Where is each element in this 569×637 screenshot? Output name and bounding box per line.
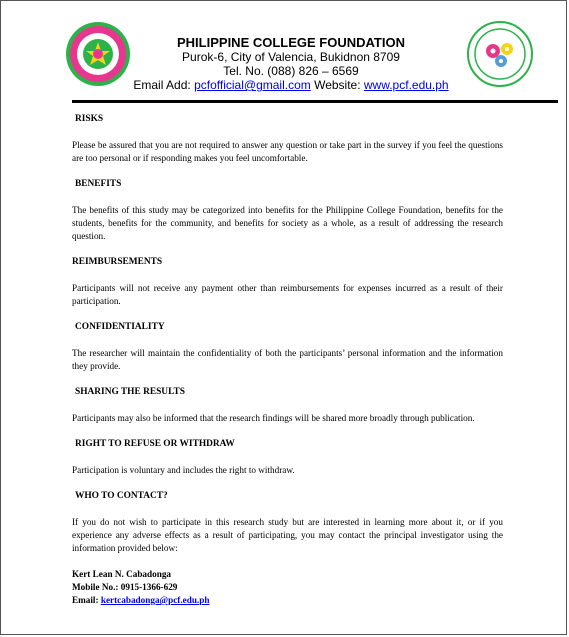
section-body-sharing: Participants may also be informed that the research findings will be shared more broadly through publication.	[72, 413, 475, 423]
section-body-risks: Please be assured that you are not required to answer any question or take part in the survey if you feel the questions are too personal or if responding makes you feel uncomfortable.	[72, 140, 503, 163]
section-body-contact: If you do not wish to participate in this research study but are interested in learning more about it, or if you experience any adverse effects as a result of participating, you may contact the principal investigator using the information provided below:	[72, 517, 503, 553]
investigator-email-line	[72, 594, 503, 607]
investigator-mobile-line	[72, 581, 503, 594]
institution-email-link[interactable]: pcfofficial@gmail.com	[194, 78, 311, 92]
header-divider	[72, 100, 558, 103]
investigator-email-link[interactable]: kertcabadonga@pcf.edu.ph	[100, 595, 210, 605]
research-office-logo	[467, 21, 533, 87]
section-body-reimbursements: Participants will not receive any payment other than reimbursements for expenses incurred as a result of their participation.	[72, 283, 503, 306]
consent-body	[72, 111, 503, 607]
investigator-info	[72, 568, 503, 607]
section-heading-risks: RISKS	[75, 114, 104, 124]
section-heading-refuse: RIGHT TO REFUSE OR WITHDRAW	[75, 439, 235, 449]
section-body-confidentiality: The researcher will maintain the confidentiality of both the participants’ personal information and the information they provide.	[72, 348, 503, 371]
email-label: Email:	[72, 595, 101, 605]
institution-name: PHILIPPINE COLLEGE FOUNDATION	[177, 35, 405, 50]
section-heading-benefits: BENEFITS	[75, 179, 122, 189]
institution-website-link[interactable]: www.pcf.edu.ph	[363, 78, 449, 92]
investigator-name: Kert Lean N. Cabadonga	[72, 569, 172, 579]
section-heading-confidentiality: CONFIDENTIALITY	[75, 322, 165, 332]
mobile-label: Mobile No.:	[72, 582, 121, 592]
section-heading-sharing: SHARING THE RESULTS	[75, 387, 185, 397]
institution-telephone: Tel. No. (088) 826 – 6569	[223, 64, 359, 78]
section-heading-contact: WHO TO CONTACT?	[75, 491, 168, 501]
email-label: Email Add:	[133, 78, 195, 92]
website-label: Website:	[310, 78, 364, 92]
section-body-refuse: Participation is voluntary and includes the right to withdraw.	[72, 465, 295, 475]
section-heading-reimbursements: REIMBURSEMENTS	[72, 257, 163, 267]
institution-contact-line	[121, 78, 461, 92]
letterhead-text	[121, 35, 461, 92]
institution-address: Purok-6, City of Valencia, Bukidnon 8709	[182, 50, 400, 64]
investigator-mobile: 0915-1366-629	[120, 582, 178, 592]
section-body-benefits: The benefits of this study may be categorized into benefits for the Philippine College Foundation, benefits for the students, benefits for the community, and benefits for society as a whole, as a result of addressing the research question.	[72, 205, 503, 241]
letterhead	[1, 1, 568, 101]
